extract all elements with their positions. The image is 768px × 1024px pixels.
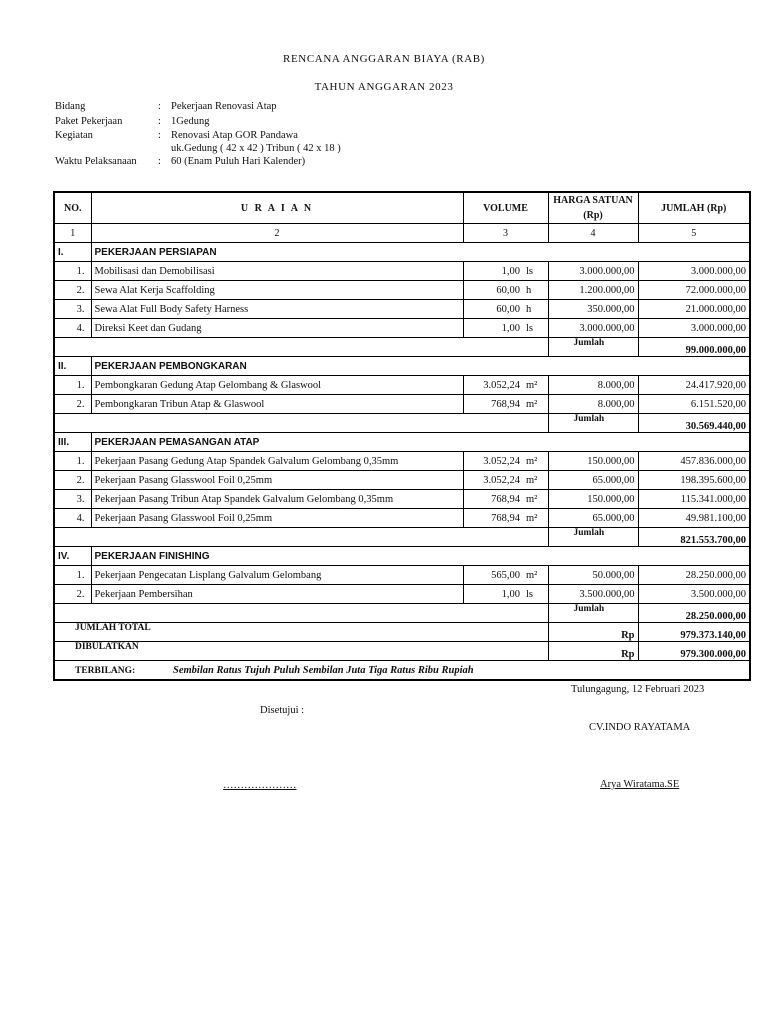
info-row-paket — [55, 115, 341, 130]
table-row — [54, 319, 750, 338]
subtotal-row — [54, 414, 750, 433]
table-row — [54, 452, 750, 471]
subtotal-value: 99.000.000,00 — [638, 338, 750, 357]
item-description: Pembongkaran Gedung Atap Gelombang & Glaswool — [91, 376, 463, 395]
item-volume: 3.052,24 — [463, 471, 523, 490]
item-volume: 768,94 — [463, 490, 523, 509]
item-volume: 768,94 — [463, 509, 523, 528]
item-total: 49.981.100,00 — [638, 509, 750, 528]
subtotal-blank — [54, 414, 548, 433]
header-jumlah: JUMLAH (Rp) — [638, 192, 750, 224]
item-number: 4. — [54, 509, 91, 528]
item-volume: 768,94 — [463, 395, 523, 414]
info-value: Pekerjaan Renovasi Atap — [171, 101, 277, 112]
info-row-bidang — [55, 100, 341, 115]
item-number: 3. — [54, 300, 91, 319]
table-row — [54, 471, 750, 490]
section-title: PEKERJAAN PERSIAPAN — [91, 243, 750, 262]
spelled-amount-label: TERBILANG: — [75, 665, 136, 676]
item-description: Pembongkaran Tribun Atap & Glaswool — [91, 395, 463, 414]
info-value: 1Gedung — [171, 115, 210, 127]
company-name: CV.INDO RAYATAMA — [589, 722, 691, 733]
section-row — [54, 357, 750, 376]
column-index: 2 — [91, 224, 463, 243]
spelled-amount-value: Sembilan Ratus Tujuh Puluh Sembilan Juta Tiga Ratus Ribu Rupiah — [173, 664, 474, 676]
info-key — [55, 142, 158, 155]
section-number: III. — [54, 433, 91, 452]
info-sep: : — [158, 156, 161, 167]
subtotal-row — [54, 528, 750, 547]
table-row — [54, 585, 750, 604]
header-no: NO. — [54, 192, 91, 224]
item-unit: m² — [523, 566, 548, 585]
item-unit: h — [523, 300, 548, 319]
item-unit: m² — [523, 490, 548, 509]
subtotal-label: Jumlah — [548, 604, 638, 623]
section-number: IV. — [54, 547, 91, 566]
item-number: 2. — [54, 281, 91, 300]
item-total: 3.000.000,00 — [638, 262, 750, 281]
item-volume: 60,00 — [463, 300, 523, 319]
item-total: 115.341.000,00 — [638, 490, 750, 509]
item-unit: ls — [523, 262, 548, 281]
spelled-amount-row — [54, 661, 750, 681]
approver-signature-blank: ………………… — [223, 780, 297, 791]
subtotal-value: 821.553.700,00 — [638, 528, 750, 547]
item-volume: 1,00 — [463, 262, 523, 281]
table-row — [54, 376, 750, 395]
signer-name: Arya Wiratama.SE — [600, 779, 680, 790]
subtotal-row — [54, 604, 750, 623]
item-number: 3. — [54, 490, 91, 509]
budget-table-body — [54, 192, 750, 680]
item-unit-price: 3.000.000,00 — [548, 319, 638, 338]
item-number: 4. — [54, 319, 91, 338]
item-unit: h — [523, 281, 548, 300]
item-number: 1. — [54, 566, 91, 585]
info-sep — [158, 142, 171, 155]
table-row — [54, 490, 750, 509]
item-total: 198.395.600,00 — [638, 471, 750, 490]
project-info — [55, 100, 341, 170]
subtotal-value: 30.569.440,00 — [638, 414, 750, 433]
subtotal-label: Jumlah — [548, 528, 638, 547]
item-unit-price: 1.200.000,00 — [548, 281, 638, 300]
item-total: 457.836.000,00 — [638, 452, 750, 471]
item-unit-price: 8.000,00 — [548, 395, 638, 414]
subtotal-blank — [54, 604, 548, 623]
item-unit: ls — [523, 319, 548, 338]
item-description: Pekerjaan Pasang Glasswool Foil 0,25mm — [91, 509, 463, 528]
info-sep: : — [158, 101, 161, 112]
item-volume: 3.052,24 — [463, 376, 523, 395]
section-number: II. — [54, 357, 91, 376]
item-number: 2. — [54, 395, 91, 414]
info-row-kegiatan — [55, 129, 341, 142]
document-title: RENCANA ANGGARAN BIAYA (RAB) — [283, 53, 485, 65]
table-row — [54, 262, 750, 281]
subtotal-label: Jumlah — [548, 338, 638, 357]
section-row — [54, 243, 750, 262]
item-total: 3.500.000,00 — [638, 585, 750, 604]
table-header-row — [54, 192, 750, 224]
table-row — [54, 300, 750, 319]
column-index-row — [54, 224, 750, 243]
grand-total-row — [54, 623, 750, 642]
info-value: Renovasi Atap GOR Pandawa — [171, 130, 298, 141]
column-index: 5 — [638, 224, 750, 243]
section-row — [54, 547, 750, 566]
info-row-ukuran — [55, 142, 341, 155]
item-unit: m² — [523, 471, 548, 490]
table-row — [54, 566, 750, 585]
spelled-amount-cell — [54, 661, 750, 681]
section-title: PEKERJAAN PEMBONGKARAN — [91, 357, 750, 376]
section-number: I. — [54, 243, 91, 262]
budget-table — [53, 191, 751, 681]
table-row — [54, 395, 750, 414]
item-volume: 60,00 — [463, 281, 523, 300]
item-volume: 565,00 — [463, 566, 523, 585]
item-description: Mobilisasi dan Demobilisasi — [91, 262, 463, 281]
item-unit-price: 8.000,00 — [548, 376, 638, 395]
item-number: 1. — [54, 262, 91, 281]
rounded-total-value: 979.300.000,00 — [638, 642, 750, 661]
info-key: Bidang — [55, 101, 86, 112]
item-unit-price: 50.000,00 — [548, 566, 638, 585]
section-row — [54, 433, 750, 452]
item-volume: 1,00 — [463, 585, 523, 604]
rounded-total-row — [54, 642, 750, 661]
subtotal-blank — [54, 338, 548, 357]
subtotal-label: Jumlah — [548, 414, 638, 433]
document-subtitle: TAHUN ANGGARAN 2023 — [314, 81, 454, 93]
place-date: Tulungagung, 12 Februari 2023 — [571, 684, 705, 695]
rounded-total-currency: Rp — [548, 642, 638, 661]
info-sep: : — [158, 115, 161, 127]
subtotal-row — [54, 338, 750, 357]
header-harga: HARGA SATUAN (Rp) — [548, 192, 638, 224]
item-number: 2. — [54, 585, 91, 604]
item-unit-price: 350.000,00 — [548, 300, 638, 319]
grand-total-currency: Rp — [548, 623, 638, 642]
column-index: 1 — [54, 224, 91, 243]
item-description: Direksi Keet dan Gudang — [91, 319, 463, 338]
header-uraian: U R A I A N — [91, 192, 463, 224]
item-number: 1. — [54, 452, 91, 471]
section-title: PEKERJAAN FINISHING — [91, 547, 750, 566]
item-total: 72.000.000,00 — [638, 281, 750, 300]
item-total: 28.250.000,00 — [638, 566, 750, 585]
grand-total-label: JUMLAH TOTAL — [54, 623, 548, 642]
item-unit-price: 150.000,00 — [548, 452, 638, 471]
header-volume: VOLUME — [463, 192, 548, 224]
info-value: uk.Gedung ( 42 x 42 ) Tribun ( 42 x 18 ) — [171, 143, 341, 154]
item-description: Sewa Alat Full Body Safety Harness — [91, 300, 463, 319]
rounded-total-label: DIBULATKAN — [54, 642, 548, 661]
table-row — [54, 509, 750, 528]
item-description: Pekerjaan Pembersihan — [91, 585, 463, 604]
item-total: 3.000.000,00 — [638, 319, 750, 338]
column-index: 3 — [463, 224, 548, 243]
subtotal-value: 28.250.000,00 — [638, 604, 750, 623]
grand-total-value: 979.373.140,00 — [638, 623, 750, 642]
info-key: Kegiatan — [55, 130, 93, 141]
item-description: Pekerjaan Pengecatan Lisplang Galvalum Gelombang — [91, 566, 463, 585]
item-unit-price: 3.500.000,00 — [548, 585, 638, 604]
item-unit: ls — [523, 585, 548, 604]
item-unit: m² — [523, 395, 548, 414]
item-unit-price: 3.000.000,00 — [548, 262, 638, 281]
item-total: 6.151.520,00 — [638, 395, 750, 414]
subtotal-blank — [54, 528, 548, 547]
item-unit: m² — [523, 376, 548, 395]
item-number: 1. — [54, 376, 91, 395]
section-title: PEKERJAAN PEMASANGAN ATAP — [91, 433, 750, 452]
item-total: 21.000.000,00 — [638, 300, 750, 319]
item-description: Pekerjaan Pasang Gedung Atap Spandek Galvalum Gelombang 0,35mm — [91, 452, 463, 471]
item-volume: 1,00 — [463, 319, 523, 338]
info-sep: : — [158, 130, 161, 141]
item-description: Sewa Alat Kerja Scaffolding — [91, 281, 463, 300]
info-key: Paket Pekerjaan — [55, 115, 123, 127]
item-number: 2. — [54, 471, 91, 490]
item-unit-price: 150.000,00 — [548, 490, 638, 509]
item-description: Pekerjaan Pasang Tribun Atap Spandek Galvalum Gelombang 0,35mm — [91, 490, 463, 509]
item-volume: 3.052,24 — [463, 452, 523, 471]
info-key: Waktu Pelaksanaan — [55, 156, 137, 167]
info-value: 60 (Enam Puluh Hari Kalender) — [171, 156, 306, 167]
info-row-waktu — [55, 155, 341, 170]
item-description: Pekerjaan Pasang Glasswool Foil 0,25mm — [91, 471, 463, 490]
item-total: 24.417.920,00 — [638, 376, 750, 395]
item-unit-price: 65.000,00 — [548, 509, 638, 528]
item-unit: m² — [523, 452, 548, 471]
item-unit: m² — [523, 509, 548, 528]
approved-label: Disetujui : — [260, 705, 305, 716]
item-unit-price: 65.000,00 — [548, 471, 638, 490]
table-row — [54, 281, 750, 300]
column-index: 4 — [548, 224, 638, 243]
